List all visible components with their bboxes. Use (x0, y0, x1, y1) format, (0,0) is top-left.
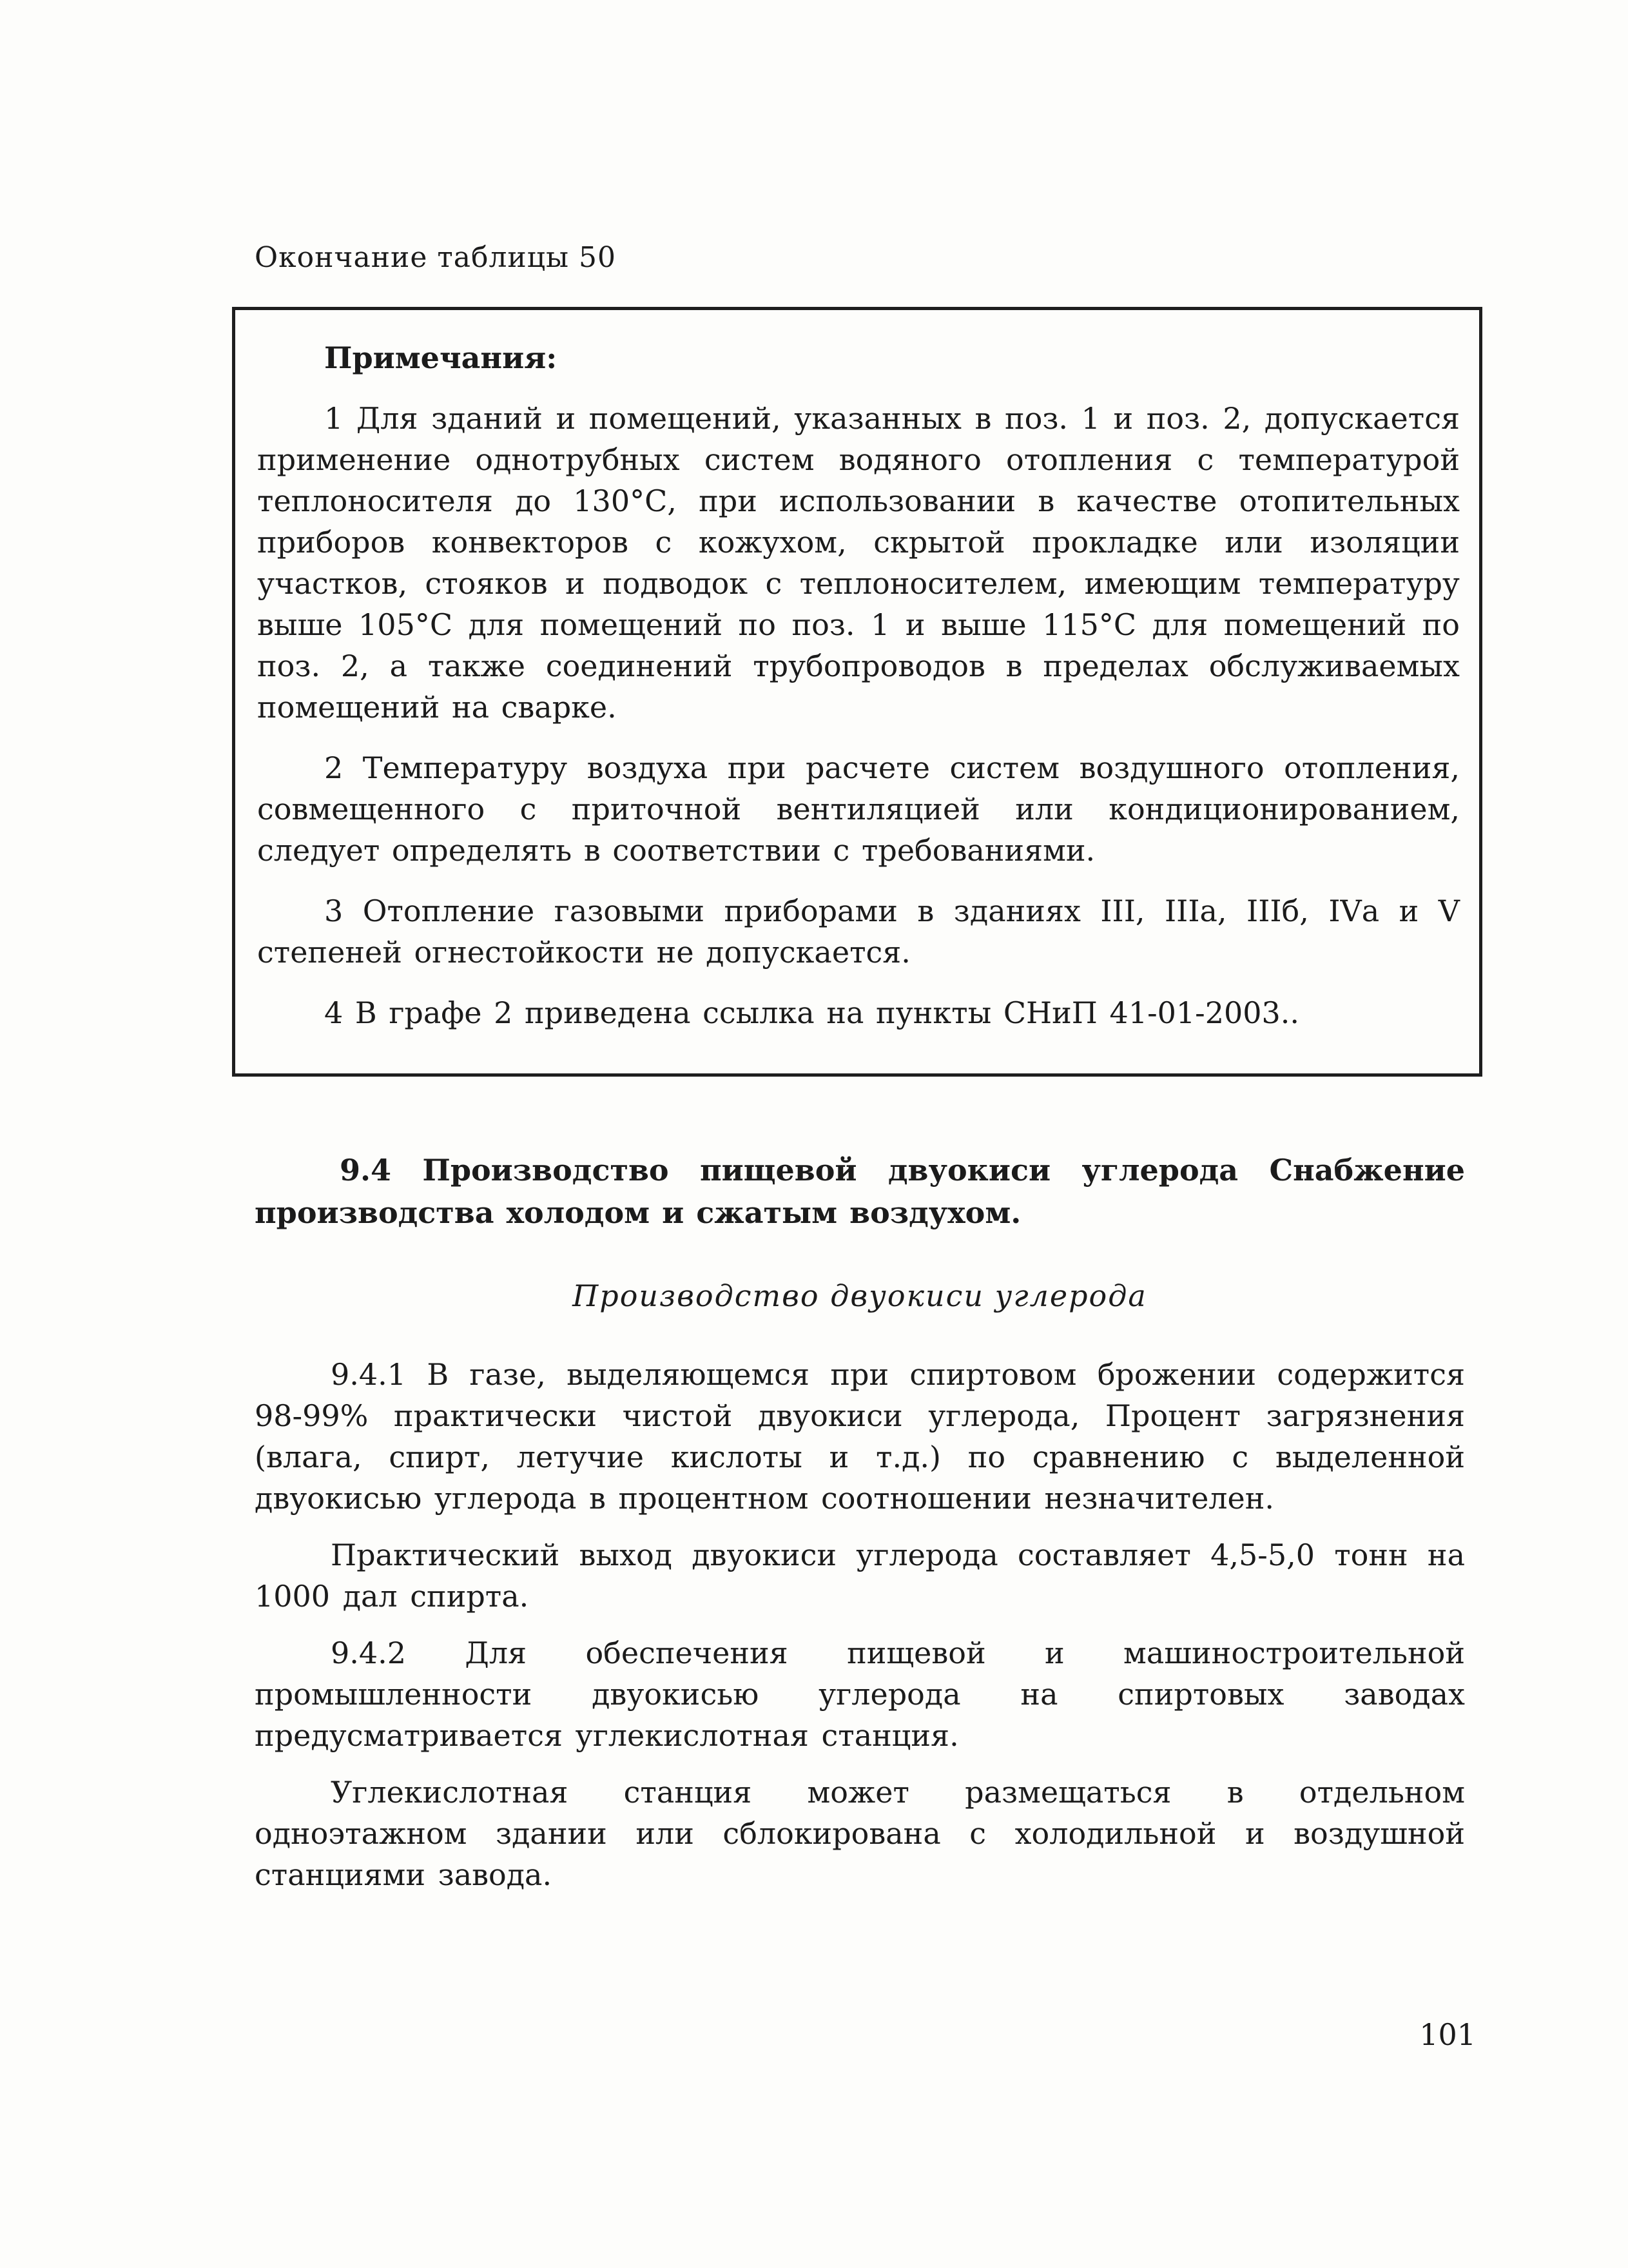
paragraph-station: Углекислотная станция может размещаться в отдельном одноэтажном здании или сблокирована с холодильной и воздушной станциями завода. (255, 1775, 1465, 1892)
page-number: 101 (1419, 2017, 1476, 2052)
section-subtitle: Производство двуокиси углерода (572, 1278, 1147, 1313)
note-paragraph-3: 3 Отопление газовыми приборами в зданиях III, IIIа, IIIб, IVа и V степеней огнестойкости не допускается. (257, 894, 1460, 970)
page-content (232, 240, 1482, 1895)
note-paragraph-4: 4 В графе 2 приведена ссылка на пункты СНиП 41-01-2003.. (324, 995, 1300, 1030)
section-9-4 (255, 1149, 1465, 1895)
note-paragraph-2: 2 Температуру воздуха при расчете систем воздушного отопления, совмещенного с приточной вентиляцией или кондиционированием, следует определять в соответствии с требованиями. (257, 750, 1460, 868)
paragraph-9-4-1: 9.4.1 В газе, выделяющемся при спиртовом брожении содержится 98-99% практически чистой двуокиси углерода, Процент загрязнения (влага, спирт, летучие кислоты и т.д.) по сравнению с выделенной двуокисью углерода в процентном соотношении незначителен. (255, 1357, 1465, 1516)
note-paragraph-1: 1 Для зданий и помещений, указанных в поз. 1 и поз. 2, допускается применение однотрубных систем водяного отопления с температурой теплоносителя до 130°С, при использовании в качестве отопительных приборов конвекторов с кожухом, скрытой прокладке или изоляции участков, стояков и подводок с теплоносителем, имеющим температуру выше 105°С для помещений по поз. 1 и выше 115°С для помещений по поз. 2, а также соединений трубопроводов в пределах обслуживаемых помещений на сварке. (257, 401, 1460, 725)
paragraph-yield: Практический выход двуокиси углерода составляет 4,5-5,0 тонн на 1000 дал спирта. (255, 1538, 1465, 1614)
paragraph-9-4-2: 9.4.2 Для обеспечения пищевой и машиностроительной промышленности двуокисью углерода на спиртовых заводах предусматривается углекислотная станция. (255, 1636, 1465, 1753)
table-continuation-caption: Окончание таблицы 50 (255, 241, 617, 274)
notes-title: Примечания: (324, 340, 557, 375)
section-heading: 9.4 Производство пищевой двуокиси углерода Снабжение производства холодом и сжатым воздухом. (255, 1153, 1465, 1230)
notes-box (232, 307, 1482, 1077)
